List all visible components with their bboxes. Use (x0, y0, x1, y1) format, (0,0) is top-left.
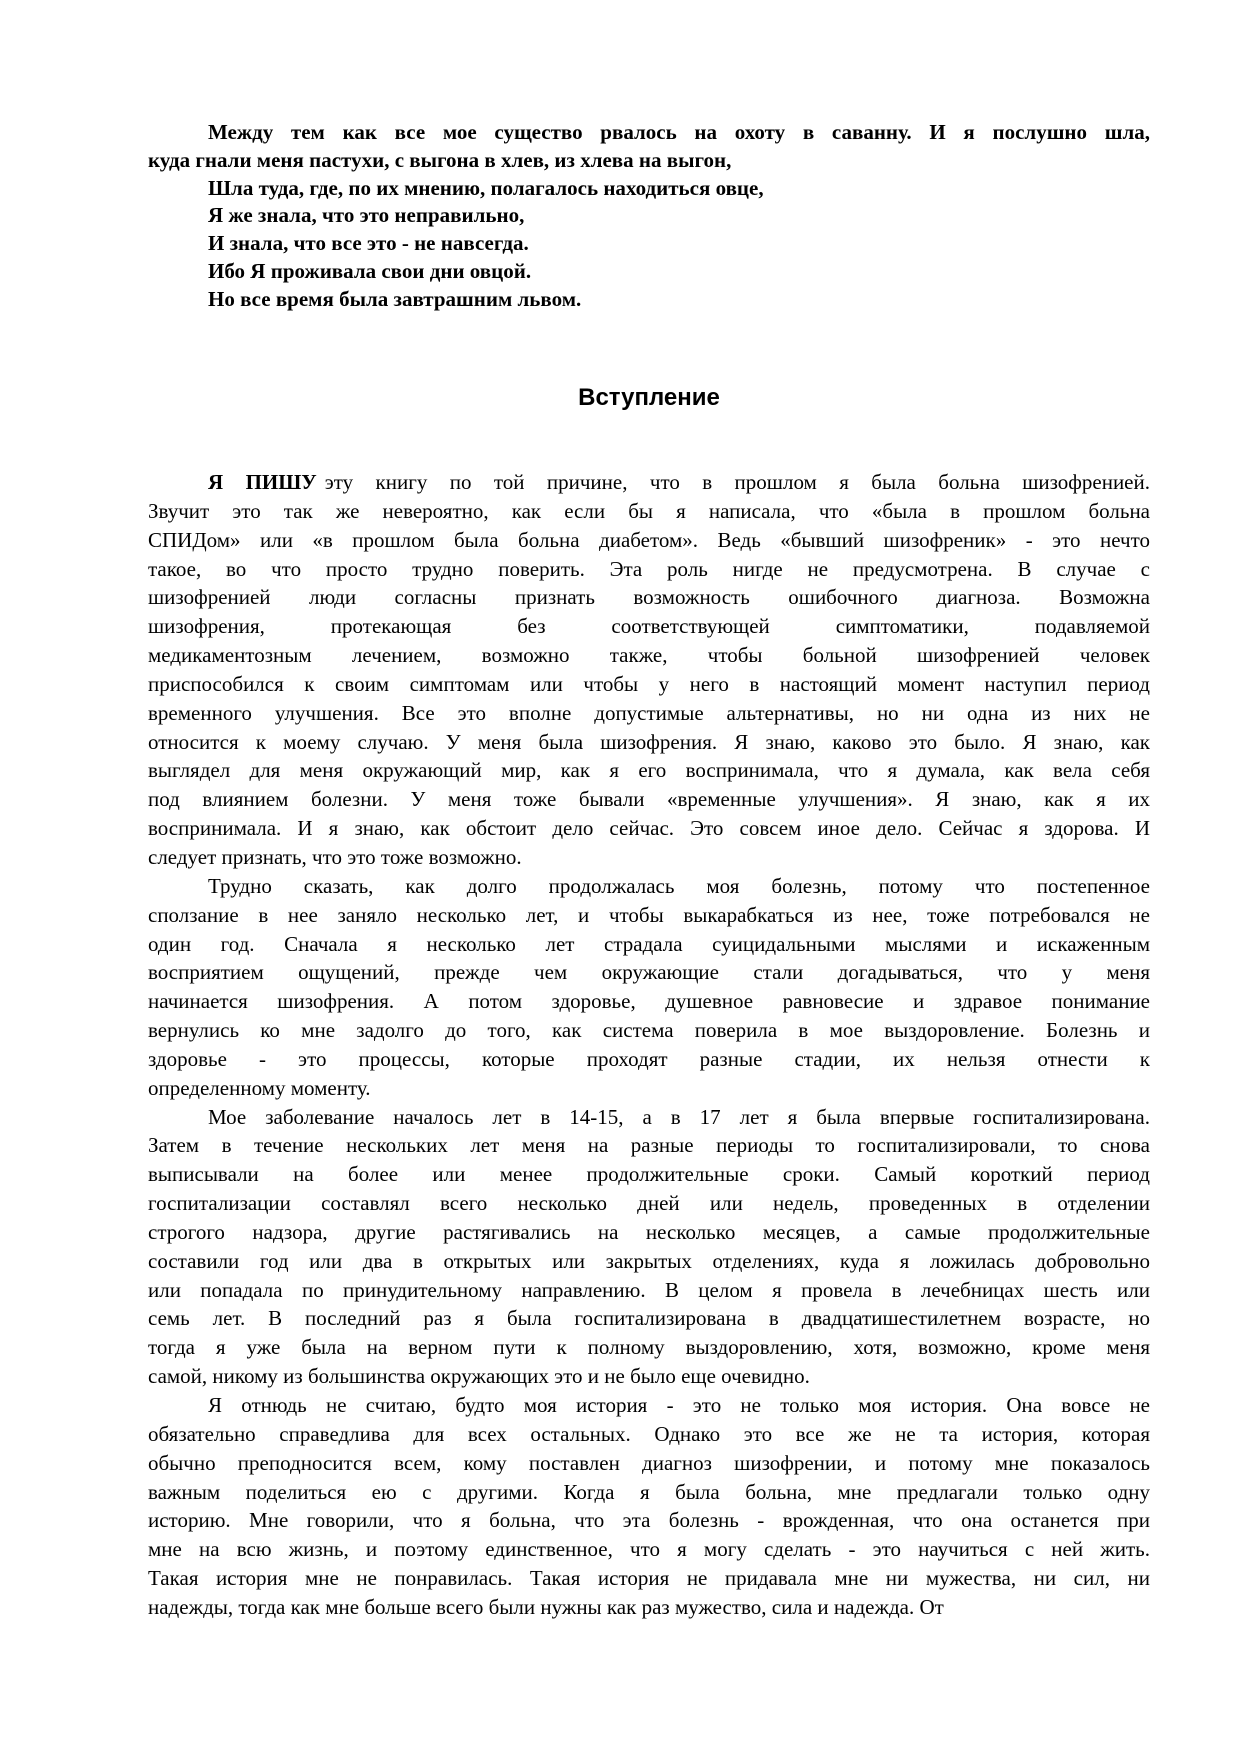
text-line: обязательно справедлива для всех остальных. Однако это все же не та история, которая (148, 1421, 1150, 1446)
text-line: Звучит это так же невероятно, как если бы я написала, что «была в прошлом больна (148, 498, 1150, 523)
paragraph (148, 468, 1150, 872)
poem-line: И знала, что все это - не навсегда. (208, 231, 529, 256)
text-line: такое, во что просто трудно поверить. Эта роль нигде не предусмотрена. В случае с (148, 556, 1150, 581)
text-line: медикаментозным лечением, возможно также, чтобы больной шизофренией человек (148, 643, 1150, 668)
lead-words: Я ПИШУ (208, 470, 317, 494)
text-line: сползание в нее заняло несколько лет, и чтобы выкарабкаться из нее, тоже потребовался не (148, 902, 1150, 927)
text-line: СПИДом» или «в прошлом была больна диабетом». Ведь «бывший шизофреник» - это нечто (148, 527, 1150, 552)
poem-line: Но все время была завтрашним львом. (208, 286, 582, 311)
text-line: под влиянием болезни. У меня тоже бывали «временные улучшения». Я знаю, как я их (148, 787, 1150, 812)
text-line: надежды, тогда как мне больше всего были нужны как раз мужество, сила и надежда. От (148, 1594, 944, 1619)
poem-line: Я же знала, что это неправильно, (208, 203, 525, 228)
text-line (148, 468, 1150, 497)
text-line: шизофрения, протекающая без соответствующей симптоматики, подавляемой (148, 614, 1150, 639)
text-line: начинается шизофрения. А потом здоровье, душевное равновесие и здравое понимание (148, 989, 1150, 1014)
text-line: важным поделиться ею с другими. Когда я была больна, мне предлагали только одну (148, 1479, 1150, 1504)
text-line: мне на всю жизнь, и поэтому единственное, что я могу сделать - это научиться с ней жить. (148, 1537, 1150, 1562)
text-line: тогда я уже была на верном пути к полному выздоровлению, хотя, возможно, кроме меня (148, 1335, 1150, 1360)
text-line: или попадала по принудительному направлению. В целом я провела в лечебницах шесть или (148, 1277, 1150, 1302)
text-line: временного улучшения. Все это вполне допустимые альтернативы, но ни одна из них не (148, 700, 1150, 725)
poem-line: Между тем как все мое существо рвалось на охоту в саванну. И я послушно шла, (208, 120, 1150, 144)
text-line: составили год или два в открытых или закрытых отделениях, куда я ложилась добровольно (148, 1248, 1150, 1273)
epigraph-poem (148, 119, 1150, 314)
line-text: эту книгу по той причине, что в прошлом я была больна шизофренией. (324, 470, 1150, 494)
text-line: Такая история мне не понравилась. Такая история не придавала мне ни мужества, ни сил, ни (148, 1566, 1150, 1591)
text-line: Трудно сказать, как долго продолжалась моя болезнь, потому что постепенное (208, 873, 1150, 898)
text-line: историю. Мне говорили, что я больна, что эта болезнь - врожденная, что она останется при (148, 1508, 1150, 1533)
text-line: выглядел для меня окружающий мир, как я его воспринимала, что я думала, как вела себя (148, 758, 1150, 783)
text-line: здоровье - это процессы, которые проходят разные стадии, их нельзя отнести к (148, 1046, 1150, 1071)
paragraph (148, 1391, 1150, 1622)
poem-line: куда гнали меня пастухи, с выгона в хлев, из хлева на выгон, (148, 147, 732, 172)
text-line: семь лет. В последний раз я была госпитализирована в двадцатишестилетнем возрасте, но (148, 1306, 1150, 1331)
text-line: Я отнюдь не считаю, будто моя история - это не только моя история. Она вовсе не (208, 1393, 1150, 1417)
text-line: вернулись ко мне задолго до того, как система поверила в мое выздоровление. Болезнь и (148, 1018, 1150, 1043)
text-line: самой, никому из большинства окружающих это и не было еще очевидно. (148, 1364, 810, 1389)
paragraph (148, 1103, 1150, 1391)
text-line: шизофренией люди согласны признать возможность ошибочного диагноза. Возможна (148, 585, 1150, 610)
text-line: приспособился к своим симптомам или чтобы у него в настоящий момент наступил период (148, 671, 1150, 696)
text-line: относится к моему случаю. У меня была шизофрения. Я знаю, каково это было. Я знаю, как (148, 729, 1150, 754)
text-line: Мое заболевание началось лет в 14-15, а в 17 лет я была впервые госпитализирована. (208, 1104, 1150, 1129)
text-line: обычно преподносится всем, кому поставлен диагноз шизофрении, и потому мне показалось (148, 1450, 1150, 1475)
poem-line: Шла туда, где, по их мнению, полагалось находиться овце, (208, 175, 764, 200)
text-line: определенному моменту. (148, 1075, 371, 1100)
body-text (148, 468, 1150, 1622)
text-line: один год. Сначала я несколько лет страдала суицидальными мыслями и искаженным (148, 931, 1150, 956)
section-heading: Вступление (578, 384, 720, 411)
text-line: восприятием ощущений, прежде чем окружающие стали догадываться, что у меня (148, 960, 1150, 985)
text-line: выписывали на более или менее продолжительные сроки. Самый короткий период (148, 1162, 1150, 1187)
text-line: строгого надзора, другие растягивались на несколько месяцев, а самые продолжительные (148, 1219, 1150, 1244)
text-line: воспринимала. И я знаю, как обстоит дело сейчас. Это совсем иное дело. Сейчас я здорова. И (148, 816, 1150, 841)
paragraph (148, 872, 1150, 1103)
poem-line: Ибо Я проживала свои дни овцой. (208, 258, 532, 283)
text-line: Затем в течение нескольких лет меня на разные периоды то госпитализировали, то снова (148, 1133, 1150, 1158)
text-line: следует признать, что это тоже возможно. (148, 844, 522, 869)
text-line: госпитализации составлял всего несколько дней или недель, проведенных в отделении (148, 1191, 1150, 1216)
